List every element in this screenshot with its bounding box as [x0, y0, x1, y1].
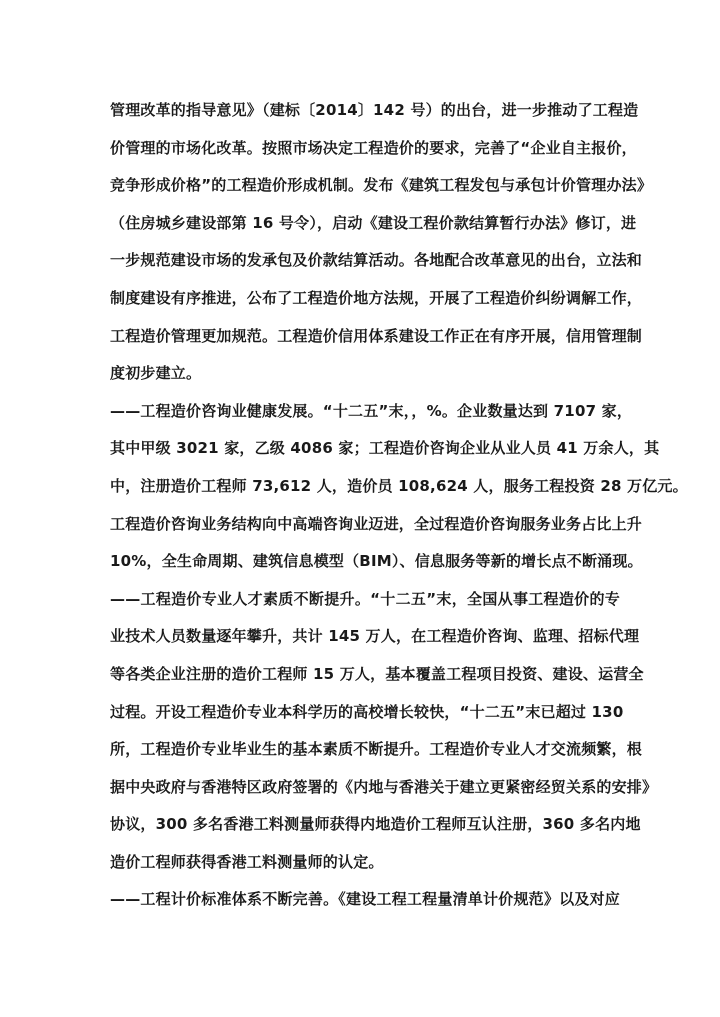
text-line: 管理改革的指导意见》（建标〔2014〕142 号）的出台，进一步推动了工程造: [110, 101, 639, 119]
text-line: ——工程造价专业人才素质不断提升。“十二五”末，全国从事工程造价的专: [110, 589, 620, 608]
text-line: 其中甲级 3021 家，乙级 4086 家；工程造价咨询企业从业人员 41 万余人，其: [110, 439, 660, 458]
text-line: 所，工程造价专业毕业生的基本素质不断提升。工程造价专业人才交流频繁，根: [110, 740, 643, 759]
text-line: 工程造价咨询业务结构向中高端咨询业迈进，全过程造价咨询服务业务占比上升: [110, 514, 643, 533]
text-line: 价管理的市场化改革。按照市场决定工程造价的要求，完善了“企业自主报价，: [110, 138, 637, 157]
text-line: ——工程造价咨询业健康发展。“十二五”末，，%。企业数量达到 7107 家，: [110, 401, 633, 420]
text-line: （住房城乡建设部第 16 号令），启动《建设工程价款结算暂行办法》修订，进: [110, 213, 637, 232]
text-line: 过程。开设工程造价专业本科学历的高校增长较快，“十二五”末已超过 130: [110, 702, 624, 721]
text-line: ——工程计价标准体系不断完善。《建设工程工程量清单计价规范》以及对应: [110, 890, 620, 909]
text-line: 度初步建立。: [110, 364, 202, 383]
text-line: 协议，300 多名香港工料测量师获得内地造价工程师互认注册，360 多名内地: [110, 815, 641, 834]
document-body: [110, 92, 688, 919]
text-line: 等各类企业注册的造价工程师 15 万人，基本覆盖工程项目投资、建设、运营全: [110, 664, 644, 683]
text-line: 工程造价管理更加规范。工程造价信用体系建设工作正在有序开展，信用管理制: [110, 326, 643, 345]
text-line: 业技术人员数量逐年攀升，共计 145 万人，在工程造价咨询、监理、招标代理: [110, 627, 640, 646]
text-line: 据中央政府与香港特区政府签署的《内地与香港关于建立更紧密经贸关系的安排》: [110, 777, 658, 796]
text-line: 10%，全生命周期、建筑信息模型（BIM）、信息服务等新的增长点不断涌现。: [110, 552, 643, 571]
text-line: 造价工程师获得香港工料测量师的认定。: [110, 852, 384, 871]
text-line: 制度建设有序推进，公布了工程造价地方法规，开展了工程造价纠纷调解工作，: [110, 288, 643, 307]
text-line: 竞争形成价格”的工程造价形成机制。发布《建筑工程发包与承包计价管理办法》: [110, 176, 653, 195]
text-line: 一步规范建设市场的发承包及价款结算活动。各地配合改革意见的出台，立法和: [110, 251, 643, 270]
text-line: 中，注册造价工程师 73,612 人，造价员 108,624 人，服务工程投资 28 万亿元。: [110, 476, 688, 495]
